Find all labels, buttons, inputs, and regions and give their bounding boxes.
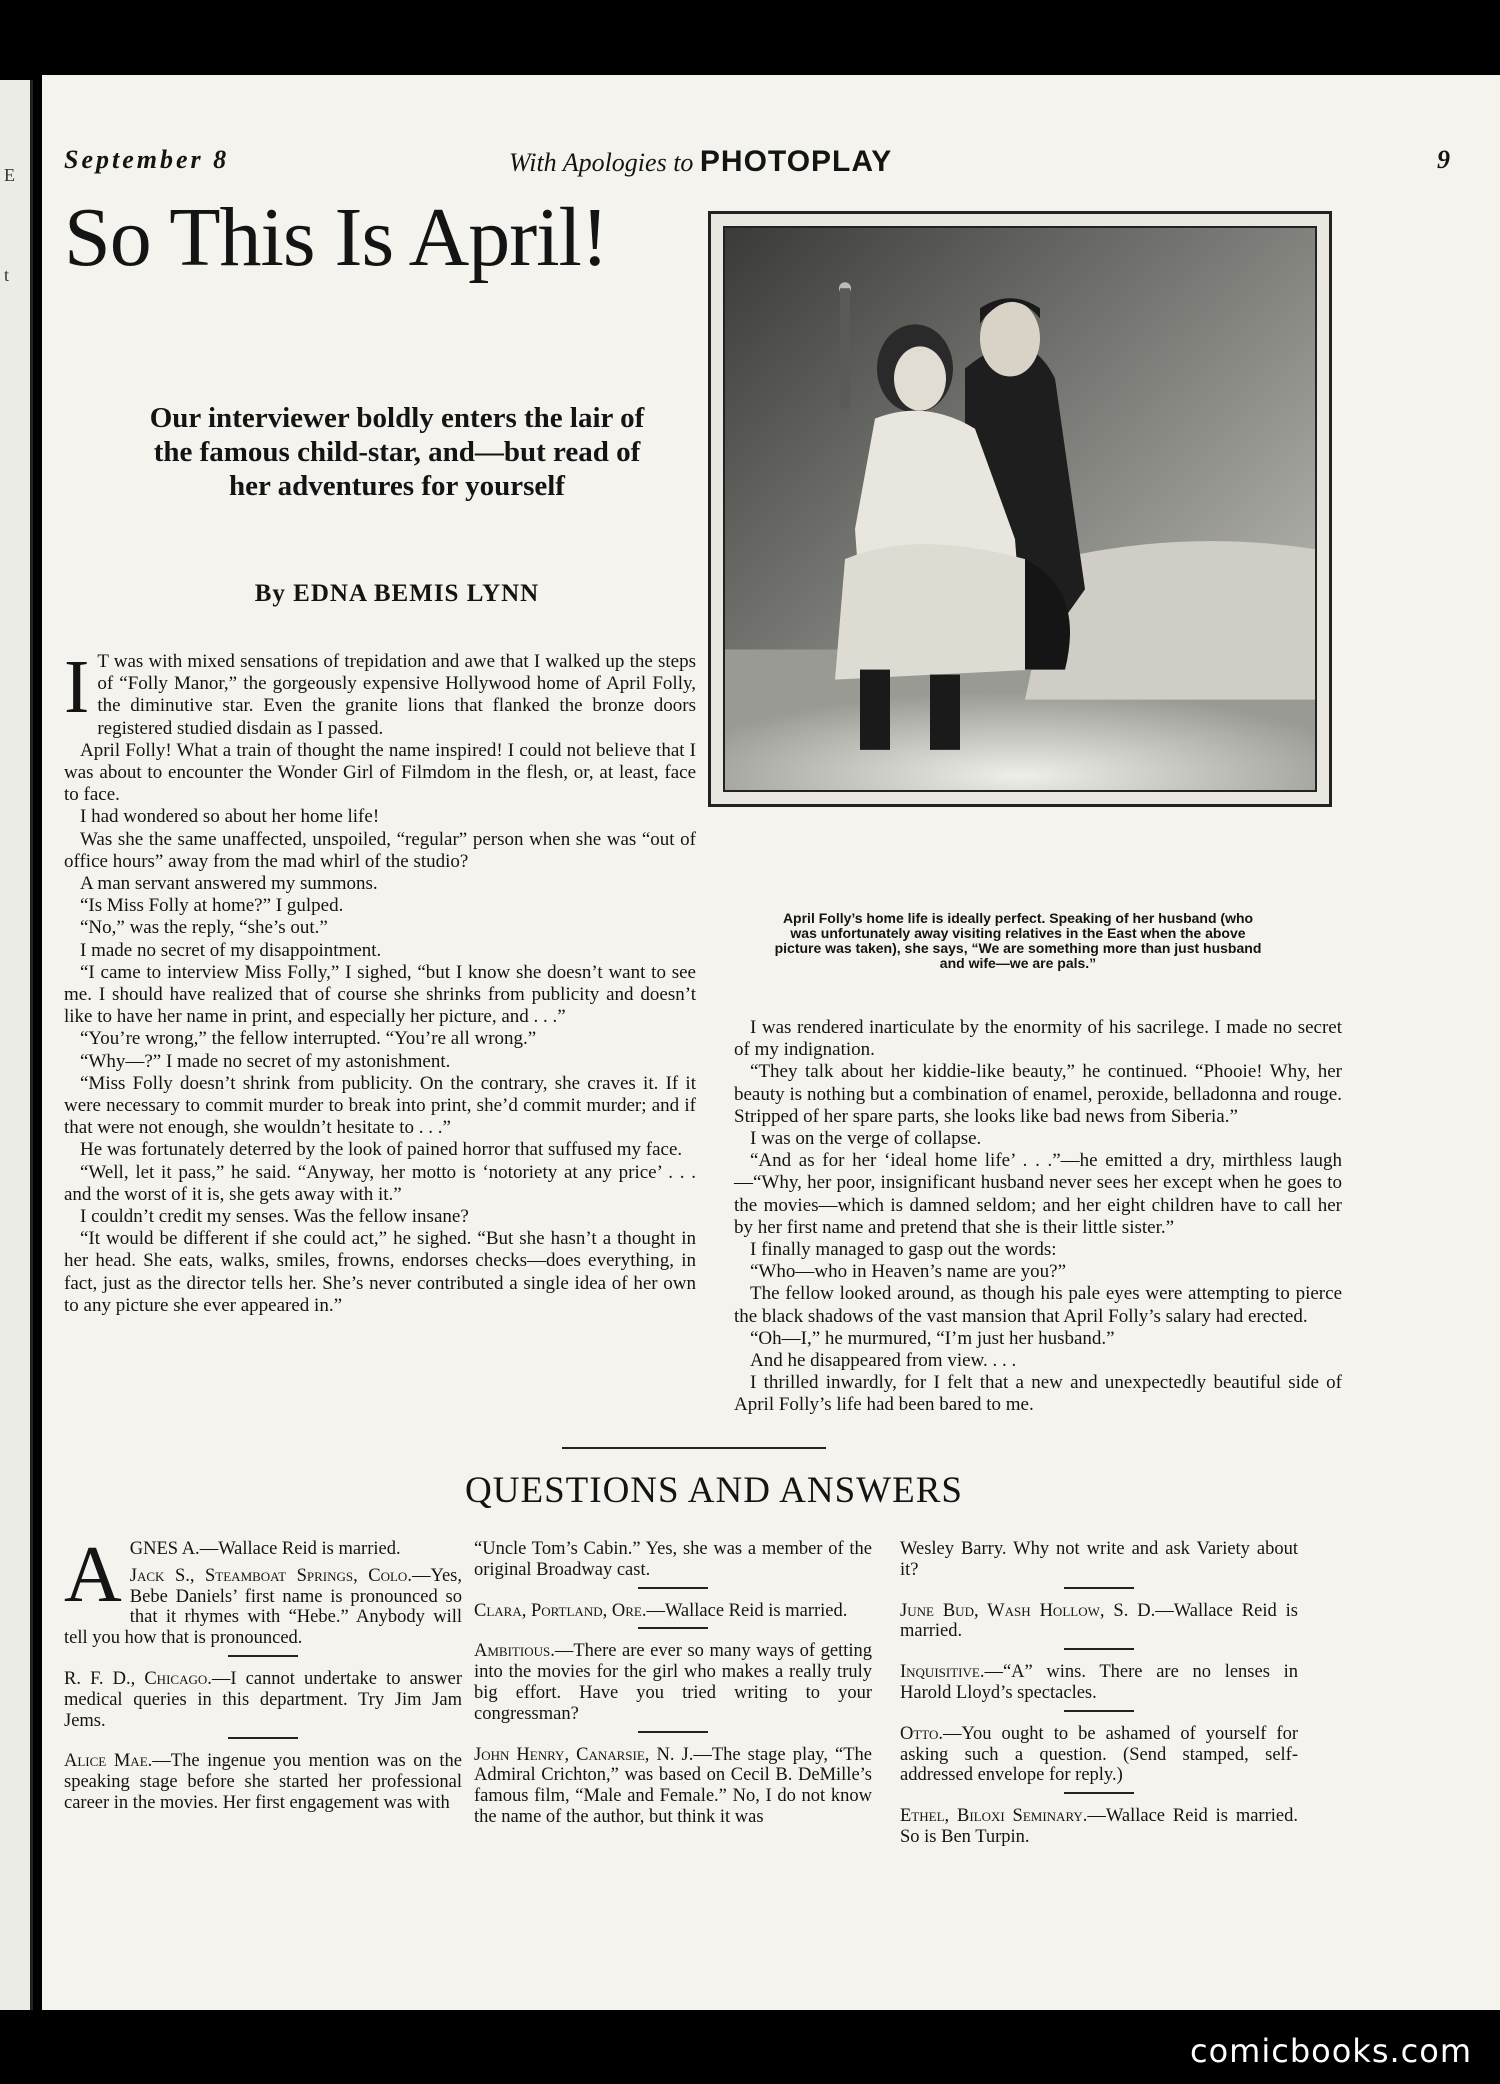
qa-answer: —Wallace Reid is married. [646,1600,848,1621]
photo-image [723,226,1317,792]
qa-answer: “Uncle Tom’s Cabin.” Yes, she was a member of the original Broadway cast. [474,1539,872,1580]
qa-drop-cap: A [64,1531,122,1619]
article-paragraph: “Is Miss Folly at home?” I gulped. [80,895,344,917]
article-paragraph: “They talk about her kiddie-like beauty,” he continued. “Phooie! Why, her beauty is nothing but a combination of enamel, peroxide, belladonna and rouge. Stripped of her spare parts, she looks like bad news from Siberia.” [734,1061,1342,1127]
running-header [64,145,1450,185]
article-deck: Our interviewer boldly enters the lair of the famous child-star, and—but read of her adventures for yourself [149,402,645,502]
prev-page-mark: E [4,165,15,185]
qa-answer: —“A” wins. There are no lenses in Harold Lloyd’s spectacles. [900,1662,1298,1703]
qa-asker: Ethel, Biloxi Seminary. [900,1806,1088,1827]
qa-separator [1064,1648,1134,1650]
article-paragraph: I made no secret of my disappointment. [80,939,382,961]
magazine-name: PHOTOPLAY [699,145,893,178]
title-prefix: With Apologies to [509,148,694,177]
article-paragraph [64,645,696,740]
qa-separator [1064,1710,1134,1712]
qa-separator [1064,1792,1134,1794]
article-paragraph: The fellow looked around, as though his pale eyes were attempting to pierce the black shadows of the vast mansion that April Folly’s salary had erected. [734,1283,1342,1327]
couple-photo-illustration [725,228,1315,790]
article-paragraph: “Miss Folly doesn’t shrink from publicity. On the contrary, she craves it. If it were necessary to commit murder to break into print, she’d commit murder; and if that were not enough, she wouldn’t hesitate to . . .” [64,1072,696,1139]
qa-asker: GNES A. [129,1539,200,1559]
qa-asker: Jack S., Steamboat Springs, Colo. [129,1565,412,1586]
article-paragraph: I finally managed to gasp out the words: [750,1239,1057,1261]
article-paragraph: I was rendered inarticulate by the enormity of his sacrilege. I made no secret of my indignation. [734,1017,1342,1061]
section-divider [562,1447,826,1449]
qa-column-3 [900,1539,1298,1854]
qa-separator [228,1737,298,1739]
first-paragraph-text: T was with mixed sensations of trepidation and awe that I walked up the steps of “Folly Manor,” the gorgeously expensive Hollywood home of April Folly, the diminutive star. Even the granite lions that flanked the bronze doors registered studied disdain as I passed. [97,651,696,739]
qa-asker: Alice Mae. [64,1751,153,1772]
qa-item [900,1806,1298,1848]
qa-answer: —I cannot undertake to answer medical queries in this department. Try Jim Jam Jems. [64,1668,462,1731]
qa-separator [1064,1587,1134,1589]
article-paragraph: “Oh—I,” he murmured, “I’m just her husband.” [750,1327,1115,1349]
qa-separator [638,1587,708,1589]
qa-separator [638,1731,708,1733]
qa-item [900,1662,1298,1704]
qa-answer: —The ingenue you mention was on the speaking stage before she started her professional career in the movies. Her first engagement was with [64,1751,462,1813]
article-paragraph: He was fortunately deterred by the look of pained horror that suffused my face. [80,1139,683,1161]
qa-separator [638,1627,708,1629]
page-number: 9 [1437,145,1450,174]
article-paragraph: April Folly! What a train of thought the name inspired! I could not believe that I was about to encounter the Wonder Girl of Filmdom in the flesh, or, at least, face to face. [64,739,696,806]
prev-page-mark: t [4,265,10,285]
qa-asker: Otto. [900,1723,944,1744]
qa-column-1 [64,1531,462,1820]
qa-answer: —Wallace Reid is married. [199,1539,401,1559]
article-paragraph: Was she the same unaffected, unspoiled, “regular” person when she was “out of office hours” away from the mad whirl of the studio? [64,828,696,872]
drop-cap: I [64,645,90,729]
qa-asker: John Henry, Canarsie, N. J. [474,1744,694,1765]
article-byline: By EDNA BEMIS LYNN [254,580,540,607]
article-paragraph: “And as for her ‘ideal home life’ . . .”—he emitted a dry, mirthless laugh—“Why, her poor, insignificant husband never sees her except when he goes to the movies—which is damned seldom; and her eight children have to call her by her first name and pretend that she is their little sister.” [734,1150,1342,1238]
article-photo [708,211,1332,807]
article-paragraph: And he disappeared from view. . . . [750,1350,1017,1372]
qa-answer: —The stage play, “The Admiral Crichton,” was based on Cecil B. DeMille’s famous film, “Male and Female.” No, I do not know the name of the author, but think it was [474,1744,872,1827]
running-title [509,145,892,179]
qa-answer: Wesley Barry. Why not write and ask Variety about it? [900,1539,1298,1580]
qa-separator [228,1655,298,1657]
qa-asker: Inquisitive. [900,1662,985,1683]
article-paragraph: A man servant answered my summons. [80,873,378,895]
article-column-2 [734,1017,1342,1417]
qa-answer: —You ought to be ashamed of yourself for asking such a question. (Send stamped, self-addressed envelope for reply.) [900,1723,1298,1786]
magazine-page [42,75,1500,2010]
previous-page-edge [0,80,33,2010]
photo-caption: April Folly’s home life is ideally perfect. Speaking of her husband (who was unfortunately away visiting relatives in the East when the above picture was taken), she says, “We are something more than just husband and wife—we are pals.” [774,910,1262,971]
article-paragraph: “Who—who in Heaven’s name are you?” [750,1261,1067,1283]
qa-asker: R. F. D., Chicago. [64,1668,212,1689]
qa-asker: Clara, Portland, Ore. [474,1600,647,1621]
article-paragraph: “No,” was the reply, “she’s out.” [80,917,328,939]
qa-item [900,1724,1298,1786]
qa-item [64,1751,462,1813]
issue-date: September 8 [64,145,230,174]
article-paragraph: “Well, let it pass,” he said. “Anyway, her motto is ‘notoriety at any price’ . . . and the worst of it is, she gets away with it.” [64,1161,696,1205]
qa-item [900,1601,1298,1643]
site-watermark: comicbooks.com [1189,2032,1472,2070]
qa-answer: —There are ever so many ways of getting into the movies for the girl who makes a really truly big effort. Have you tried writing to your congressman? [474,1641,872,1724]
qa-item [474,1641,872,1724]
qa-item [474,1539,872,1581]
qa-section-title: QUESTIONS AND ANSWERS [465,1470,963,1511]
article-column-1 [64,645,696,1317]
qa-answer: —Yes, Bebe Daniels’ first name is pronounced so that it rhymes with “Hebe.” Anybody will tell you how that is pronounced. [64,1565,462,1649]
article-paragraph: I had wondered so about her home life! [80,806,380,828]
article-title: So This Is April! [64,191,608,284]
article-paragraph: I was on the verge of collapse. [750,1128,982,1150]
qa-answer: —Wallace Reid is married. [900,1600,1298,1642]
qa-item [64,1566,462,1649]
qa-item [474,1745,872,1828]
qa-item [64,1669,462,1731]
article-paragraph: “Why—?” I made no secret of my astonishment. [80,1050,451,1072]
article-paragraph: “I came to interview Miss Folly,” I sighed, “but I know she doesn’t want to see me. I should have realized that of course she shrinks from publicity and doesn’t like to have her name in print, and especially her picture, and . . .” [64,961,696,1028]
qa-asker: Ambitious. [474,1641,555,1662]
qa-answer: —Wallace Reid is married. So is Ben Turpin. [900,1806,1298,1847]
article-paragraph: I thrilled inwardly, for I felt that a new and unexpectedly beautiful side of April Folly’s life had been bared to me. [734,1372,1342,1416]
qa-item [900,1539,1298,1581]
qa-column-2 [474,1539,872,1834]
qa-asker: June Bud, Wash Hollow, S. D. [900,1600,1156,1621]
article-paragraph: “You’re wrong,” the fellow interrupted. “You’re all wrong.” [80,1028,537,1050]
qa-item [474,1601,872,1622]
article-paragraph: “It would be different if she could act,” he sighed. “But she hasn’t a thought in her head. She eats, walks, smiles, frowns, endorses checks—does everything, in fact, just as the director tells her. She’s never contributed a single idea of her own to any picture she ever appeared in.” [64,1228,696,1316]
article-paragraph: I couldn’t credit my senses. Was the fellow insane? [80,1206,469,1228]
